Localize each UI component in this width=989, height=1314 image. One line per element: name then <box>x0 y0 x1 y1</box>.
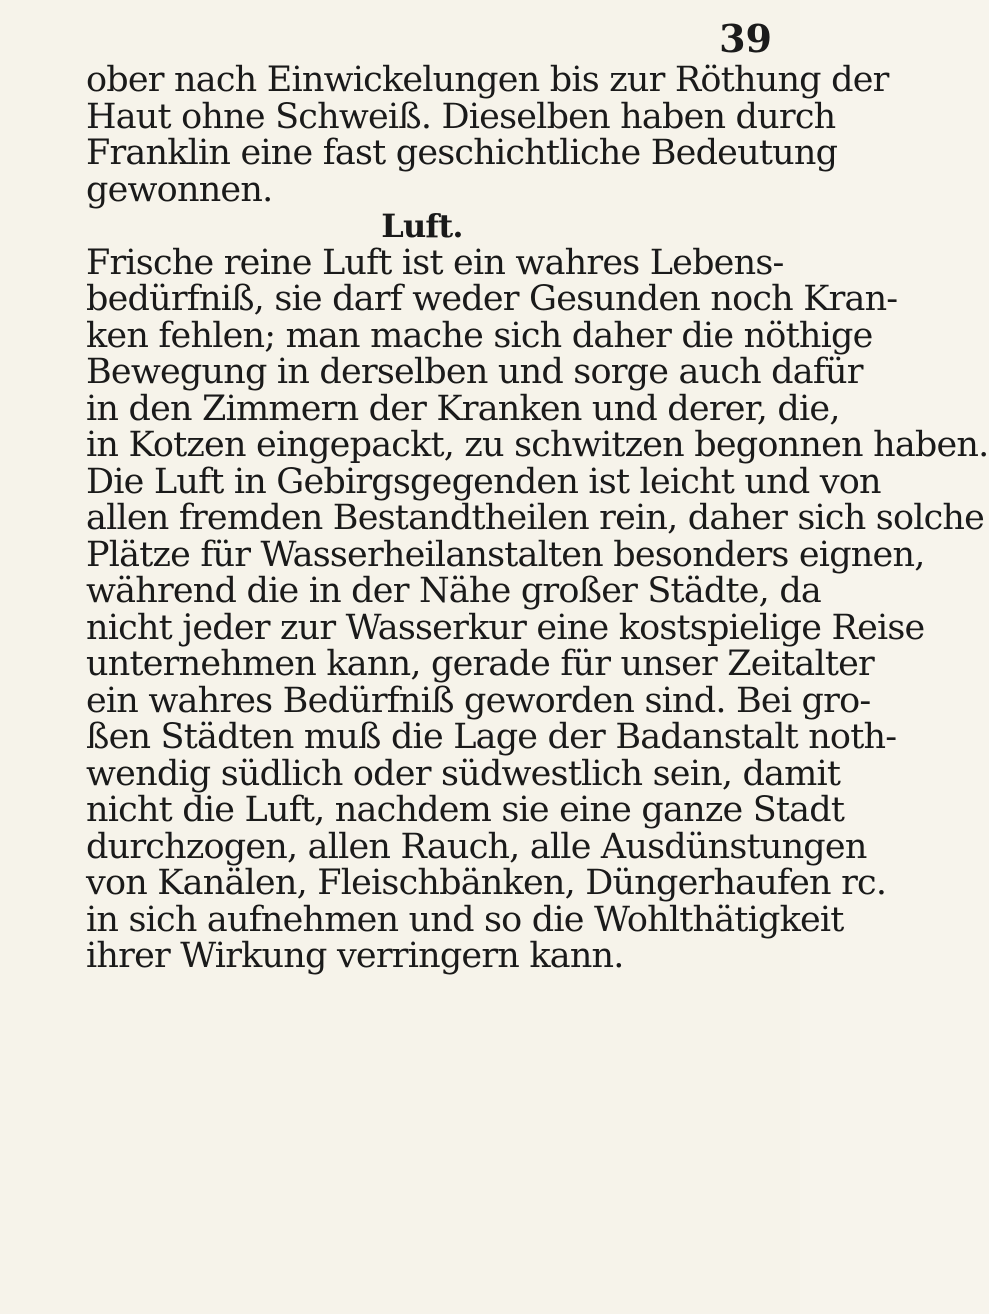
text-line: ken fehlen; man mache sich daher die nöthige <box>86 315 873 356</box>
text-line: ßen Städten muß die Lage der Badanstalt noth- <box>86 717 897 757</box>
text-line: bedürfniß, sie darf weder Gesunden noch Kran- <box>86 279 898 319</box>
page-number: 39 <box>719 16 772 61</box>
text-line: nicht jeder zur Wasserkur eine kostspielige Reise <box>86 607 925 648</box>
paragraph-intro <box>86 60 889 210</box>
text-line: wendig südlich oder südwestlich sein, damit <box>86 753 841 794</box>
text-line: unternehmen kann, gerade für unser Zeitalter <box>86 644 874 684</box>
section-heading: Luft. <box>381 207 463 245</box>
text-line: Frische reine Luft ist ein wahres Lebens- <box>86 242 784 283</box>
text-line: Plätze für Wasserheilanstalten besonders eignen, <box>86 534 925 575</box>
text-line: während die in der Nähe großer Städte, da <box>86 571 821 611</box>
text-line: ein wahres Bedürfniß geworden sind. Bei gro- <box>86 680 871 721</box>
paragraph-air <box>86 242 989 976</box>
text-line: gewonnen. <box>86 169 273 210</box>
text-line: Bewegung in derselben und sorge auch dafür <box>86 352 863 392</box>
text-line: Haut ohne Schweiß. Dieselben haben durch <box>86 96 836 137</box>
text-line: Franklin eine fast geschichtliche Bedeutung <box>86 133 838 173</box>
text-line: ihrer Wirkung verringern kann. <box>86 936 624 976</box>
text-line: Die Luft in Gebirgsgegenden ist leicht und von <box>86 461 881 502</box>
text-line: allen fremden Bestandtheilen rein, daher sich solche <box>86 498 985 538</box>
body-text <box>86 60 989 976</box>
text-line: in Kotzen eingepackt, zu schwitzen begonnen haben. <box>86 425 989 465</box>
text-line: in den Zimmern der Kranken und derer, die, <box>86 388 840 429</box>
text-line: von Kanälen, Fleischbänken, Düngerhaufen rc. <box>86 863 887 903</box>
text-line: ober nach Einwickelungen bis zur Röthung der <box>86 60 889 100</box>
text-line: in sich aufnehmen und so die Wohlthätigkeit <box>86 899 844 940</box>
text-line: nicht die Luft, nachdem sie eine ganze Stadt <box>86 790 845 830</box>
text-line: durchzogen, allen Rauch, alle Ausdünstungen <box>86 826 867 867</box>
